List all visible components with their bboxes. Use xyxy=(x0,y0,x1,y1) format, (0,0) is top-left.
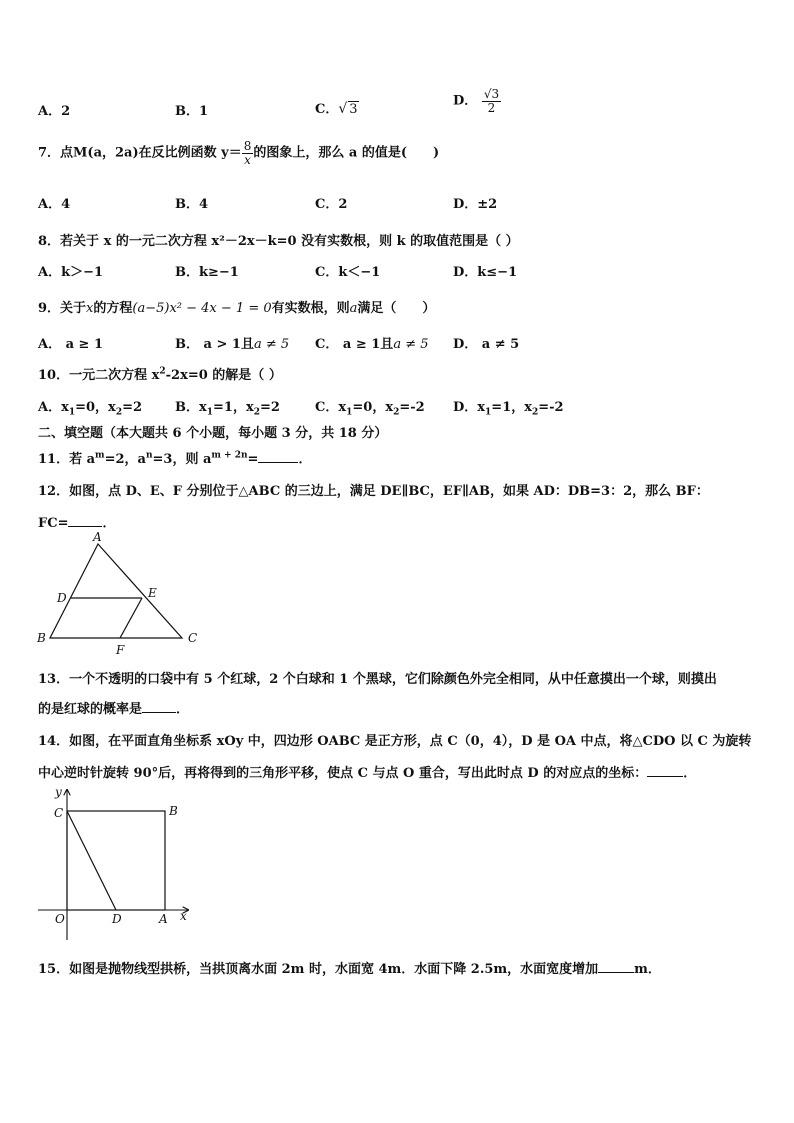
square-oabc xyxy=(67,811,165,910)
figure-triangle-abc xyxy=(30,530,210,657)
q9-option-b xyxy=(175,333,289,352)
q11-p1: 11．若 a xyxy=(38,452,96,467)
q9-option-c-prefix: C． a ≥ 1 xyxy=(315,337,381,352)
q10-c-sub1: 1 xyxy=(346,407,353,418)
q11-p4: = xyxy=(247,452,259,467)
segment-ef xyxy=(120,598,142,638)
q7-frac-numerator: 8 xyxy=(243,139,252,153)
figure-square-oabc xyxy=(30,782,205,947)
q8-option-d: D．k≤−1 xyxy=(453,265,518,280)
q9-option-b-prefix: B． a > 1 xyxy=(175,337,241,352)
q9-equation: (a−5)x² − 4x − 1 = 0 xyxy=(132,301,272,316)
q10-stem-before: 10．一元二次方程 x xyxy=(38,368,160,383)
q11-p2: =2，a xyxy=(104,452,146,467)
q10-a-mid: =0，x xyxy=(75,400,116,415)
q14-line2-pre: 中心逆时针旋转 90°后，再将得到的三角形平移，使点 C 与点 O 重合，写出此时点 D 的对应点的坐标： xyxy=(38,766,648,781)
q9-option-b-suffix: a ≠ 5 xyxy=(253,337,290,352)
q10-b-sub1: 1 xyxy=(206,407,214,418)
q10-a-sub1: 1 xyxy=(68,407,76,418)
label-f: F xyxy=(116,643,125,657)
q15-answer-blank[interactable] xyxy=(598,960,634,973)
q7-option-d: D．±2 xyxy=(453,197,498,212)
q11-sup-m: m xyxy=(95,450,105,461)
q10-d-mid: =1，x xyxy=(491,400,532,415)
q10-b-mid: =1，x xyxy=(213,400,254,415)
q10-option-d xyxy=(453,396,564,418)
q9-var-x: x xyxy=(86,301,94,316)
q10-b-post: =2 xyxy=(259,400,280,415)
q9-var-a: a xyxy=(349,301,358,316)
q11-p3: =3，则 a xyxy=(152,452,212,467)
label-e: E xyxy=(148,586,157,600)
q9-stem-mid1: 的方程 xyxy=(93,301,133,316)
q12-line2-pre: FC= xyxy=(38,516,69,531)
q13-line2 xyxy=(38,698,189,717)
q12-line2 xyxy=(38,512,115,531)
q9-option-a: A． a ≥ 1 xyxy=(38,337,104,352)
q12-answer-blank[interactable] xyxy=(68,514,102,527)
q11-stem xyxy=(38,448,311,467)
label-c: C xyxy=(188,631,198,645)
q10-a-post: =2 xyxy=(122,400,143,415)
q10-d-post: =-2 xyxy=(538,400,564,415)
q8-option-b: B．k≥−1 xyxy=(175,265,239,280)
q15-pre: 15．如图是抛物线型拱桥，当拱顶离水面 2m 时，水面宽 4m．水面下降 2.5m，水面宽度增加 xyxy=(38,962,599,977)
q10-d-sub1: 1 xyxy=(485,407,492,418)
q15-post: m． xyxy=(634,962,661,977)
q14-line2 xyxy=(38,762,696,781)
q7-stem-before: 7．点M(a，2a)在反比例函数 y＝ xyxy=(38,145,242,161)
q7-option-b: B．4 xyxy=(175,197,209,212)
label-a: A xyxy=(159,912,168,926)
q9-option-c xyxy=(315,333,429,352)
q10-option-b xyxy=(175,396,280,418)
q11-sup-n: n xyxy=(145,450,153,461)
q11-answer-blank[interactable] xyxy=(258,450,298,463)
label-o: O xyxy=(55,912,65,926)
q6-option-d-numerator: √3 xyxy=(483,87,500,101)
q10-b-sub2: 2 xyxy=(253,407,260,418)
q7-option-c: C．2 xyxy=(315,197,348,212)
q14-line1: 14．如图，在平面直角坐标系 xOy 中，四边形 OABC 是正方形，点 C（0，4），D 是 OA 中点，将△CDO 以 C 为旋转 xyxy=(38,734,752,749)
q11-p5: ． xyxy=(298,452,312,467)
q10-option-a xyxy=(38,396,142,418)
q9-stem-after: 满足（ ） xyxy=(357,301,436,316)
q9-option-d: D． a ≠ 5 xyxy=(453,337,520,352)
label-d: D xyxy=(57,591,67,605)
q6-option-c: C．√ 3 xyxy=(315,101,358,117)
q8-option-a: A．k＞−1 xyxy=(38,265,104,280)
q10-c-mid: =0，x xyxy=(352,400,394,415)
label-b: B xyxy=(37,631,46,645)
q6-option-c-prefix: C． xyxy=(315,102,339,117)
q10-stem-after: -2x=0 的解是（ ） xyxy=(165,368,282,383)
triangle-abc xyxy=(50,544,182,638)
q9-stem-before: 9．关于 xyxy=(38,301,87,316)
segment-cd xyxy=(67,811,116,910)
q10-c-sub2: 2 xyxy=(393,407,400,418)
q6-option-d-prefix: D． xyxy=(453,93,478,109)
q9-option-c-suffix: a ≠ 5 xyxy=(393,337,429,352)
section-heading-fill-in: 二、填空题（本大题共 6 个小题，每小题 3 分，共 18 分） xyxy=(38,426,388,441)
q13-answer-blank[interactable] xyxy=(142,700,176,713)
q12-line1: 12．如图，点 D、E、F 分别位于△ABC 的三边上，满足 DE∥BC，EF∥AB，如果 AD：DB=3：2，那么 BF： xyxy=(38,484,709,499)
q14-line2-post: ． xyxy=(683,766,697,781)
q9-stem-mid2: 有实数根，则 xyxy=(271,301,350,316)
label-b: B xyxy=(169,804,178,818)
q7-stem xyxy=(38,140,439,166)
q10-c-post: =-2 xyxy=(399,400,425,415)
q10-a-sub2: 2 xyxy=(115,407,123,418)
q9-stem xyxy=(38,297,435,316)
q13-line2-post: ． xyxy=(176,702,190,717)
axis-label-x: x xyxy=(180,909,187,923)
q10-option-c xyxy=(315,396,425,418)
q6-option-d xyxy=(453,88,501,114)
q10-c-pre: C．x xyxy=(315,400,347,415)
q10-a-pre: A．x xyxy=(38,400,69,415)
q8-stem: 8．若关于 x 的一元二次方程 x²－2x－k=0 没有实数根，则 k 的取值范围是（ ） xyxy=(38,234,519,249)
label-c: C xyxy=(54,806,64,820)
q11-sup-m2n: m + 2n xyxy=(211,450,248,461)
label-a: A xyxy=(93,530,102,544)
q10-stem xyxy=(38,364,282,383)
q6-option-d-denominator: 2 xyxy=(487,100,496,115)
axis-label-y: y xyxy=(55,785,62,799)
q15-stem xyxy=(38,958,661,977)
q7-stem-after: 的图象上，那么 a 的值是( ) xyxy=(253,145,440,161)
q6-option-a: A．2 xyxy=(38,104,71,119)
q13-line2-pre: 的是红球的概率是 xyxy=(38,702,143,717)
label-d: D xyxy=(112,912,122,926)
q9-option-c-mid: 且 xyxy=(380,337,394,352)
q14-answer-blank[interactable] xyxy=(647,764,683,777)
q13-line1: 13．一个不透明的口袋中有 5 个红球，2 个白球和 1 个黑球，它们除颜色外完全相同，从中任意摸出一个球，则摸出 xyxy=(38,672,717,687)
q6-option-b: B．1 xyxy=(175,104,209,119)
q10-b-pre: B．x xyxy=(175,400,207,415)
q7-frac-denominator: x xyxy=(244,152,251,167)
q6-option-c-radicand: 3 xyxy=(349,102,358,117)
q7-option-a: A．4 xyxy=(38,197,71,212)
q8-option-c: C．k＜−1 xyxy=(315,265,381,280)
q12-line2-post: ． xyxy=(102,516,116,531)
q10-stem-sup: 2 xyxy=(159,366,166,377)
q10-d-sub2: 2 xyxy=(532,407,539,418)
q10-d-pre: D．x xyxy=(453,400,486,415)
q9-option-b-mid: 且 xyxy=(240,337,254,352)
